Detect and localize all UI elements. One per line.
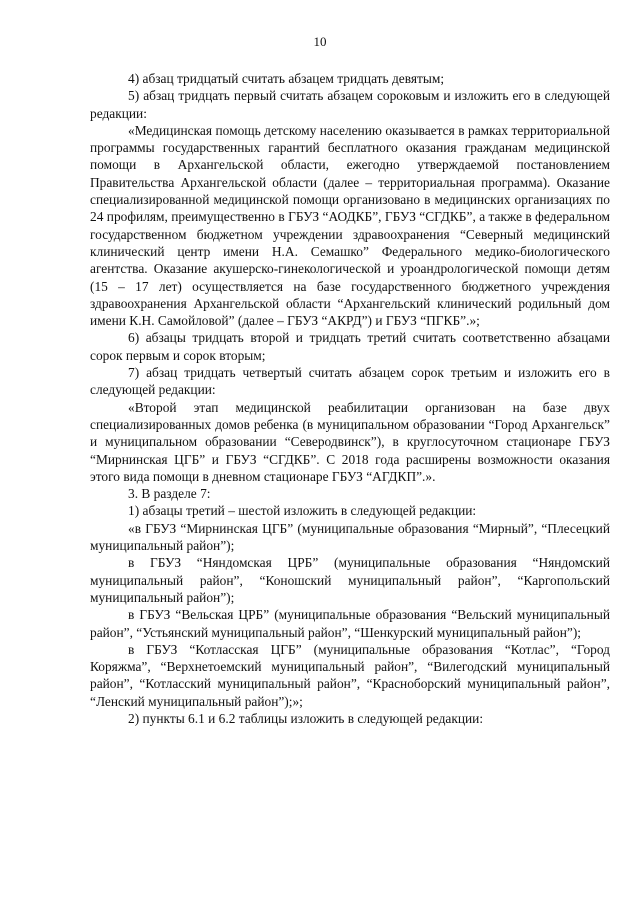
quoted-paragraph-velsk: в ГБУЗ “Вельская ЦРБ” (муниципальные образования “Вельский муниципальный район”, “Устьянский муниципальный район”, “Шенкурский муниципальный район”); [90, 607, 610, 640]
paragraph-item-4: 4) абзац тридцатый считать абзацем тридцать девятым; [128, 71, 445, 86]
quoted-paragraph-rehabilitation: «Второй этап медицинской реабилитации организован на базе двух специализированных домов ребенка (в муниципальном образовании “Город Архангельск” и муниципальном образовании “Северодвинск”), в круглосуточном стационаре ГБУЗ “Мирнинская ЦГБ” и ГБУЗ “СГДКБ”. С 2018 года расширены возможности оказания этого вида помощи в дневном стационаре ГБУЗ “АГДКП”.». [90, 399, 610, 484]
quoted-paragraph-medical-care: «Медицинская помощь детскому населению оказывается в рамках территориальной программы государственных гарантий бесплатного оказания гражданам медицинской помощи в Архангельской области, ежегодно утверждаемой постановлением Правительства Архангельской области (далее – территориальная программа). Оказание специализированной медицинской помощи организовано в медицинских организациях по 24 профилям, преимущественно в ГБУЗ “АОДКБ”, ГБУЗ “СГДКБ”, а также в федеральном государственном бюджетном учреждении здравоохранения “Северный медицинский клинический центр имени Н.А. Семашко” Федерального медико-биологического агентства. Оказание акушерско-гинекологической и уроандрологической помощи детям (15 – 17 лет) осуществляется на базе государственного бюджетного учреждения здравоохранения Архангельской области “Архангельский клинический родильный дом имени К.Н. Самойловой” (далее – ГБУЗ “АКРД”) и ГБУЗ “ПГКБ”.»; [90, 122, 610, 329]
quoted-paragraph-kotlas: в ГБУЗ “Котласская ЦГБ” (муниципальные образования “Котлас”, “Город Коряжма”, “Верхнетоемский муниципальный район”, “Вилегодский муниципальный район”, “Котласский муниципальный район”, “Красноборский муниципальный район”, “Ленский муниципальный район”);»; [90, 641, 610, 709]
paragraph-item-6: 6) абзацы тридцать второй и тридцать третий считать соответственно абзацами сорок первым и сорок вторым; [90, 330, 610, 363]
paragraph-section-7-item-2: 2) пункты 6.1 и 6.2 таблицы изложить в следующей редакции: [128, 710, 484, 726]
document-body [90, 70, 610, 727]
page-number: 10 [313, 34, 327, 49]
paragraph-section-7-item-1: 1) абзацы третий – шестой изложить в следующей редакции: [128, 503, 477, 519]
quoted-paragraph-nyandoma: в ГБУЗ “Няндомская ЦРБ” (муниципальные образования “Няндомский муниципальный район”, “Коношский муниципальный район”, “Каргопольский муниципальный район”); [90, 555, 610, 605]
quoted-paragraph-mirny: «в ГБУЗ “Мирнинская ЦГБ” (муниципальные образования “Мирный”, “Плесецкий муниципальный район”); [90, 520, 610, 554]
section-7-heading: 3. В разделе 7: [128, 486, 211, 502]
paragraph-item-5: 5) абзац тридцать первый считать абзацем сороковым и изложить его в следующей редакции: [90, 88, 610, 121]
paragraph-item-7: 7) абзац тридцать четвертый считать абзацем сорок третьим и изложить его в следующей редакции: [90, 365, 610, 398]
